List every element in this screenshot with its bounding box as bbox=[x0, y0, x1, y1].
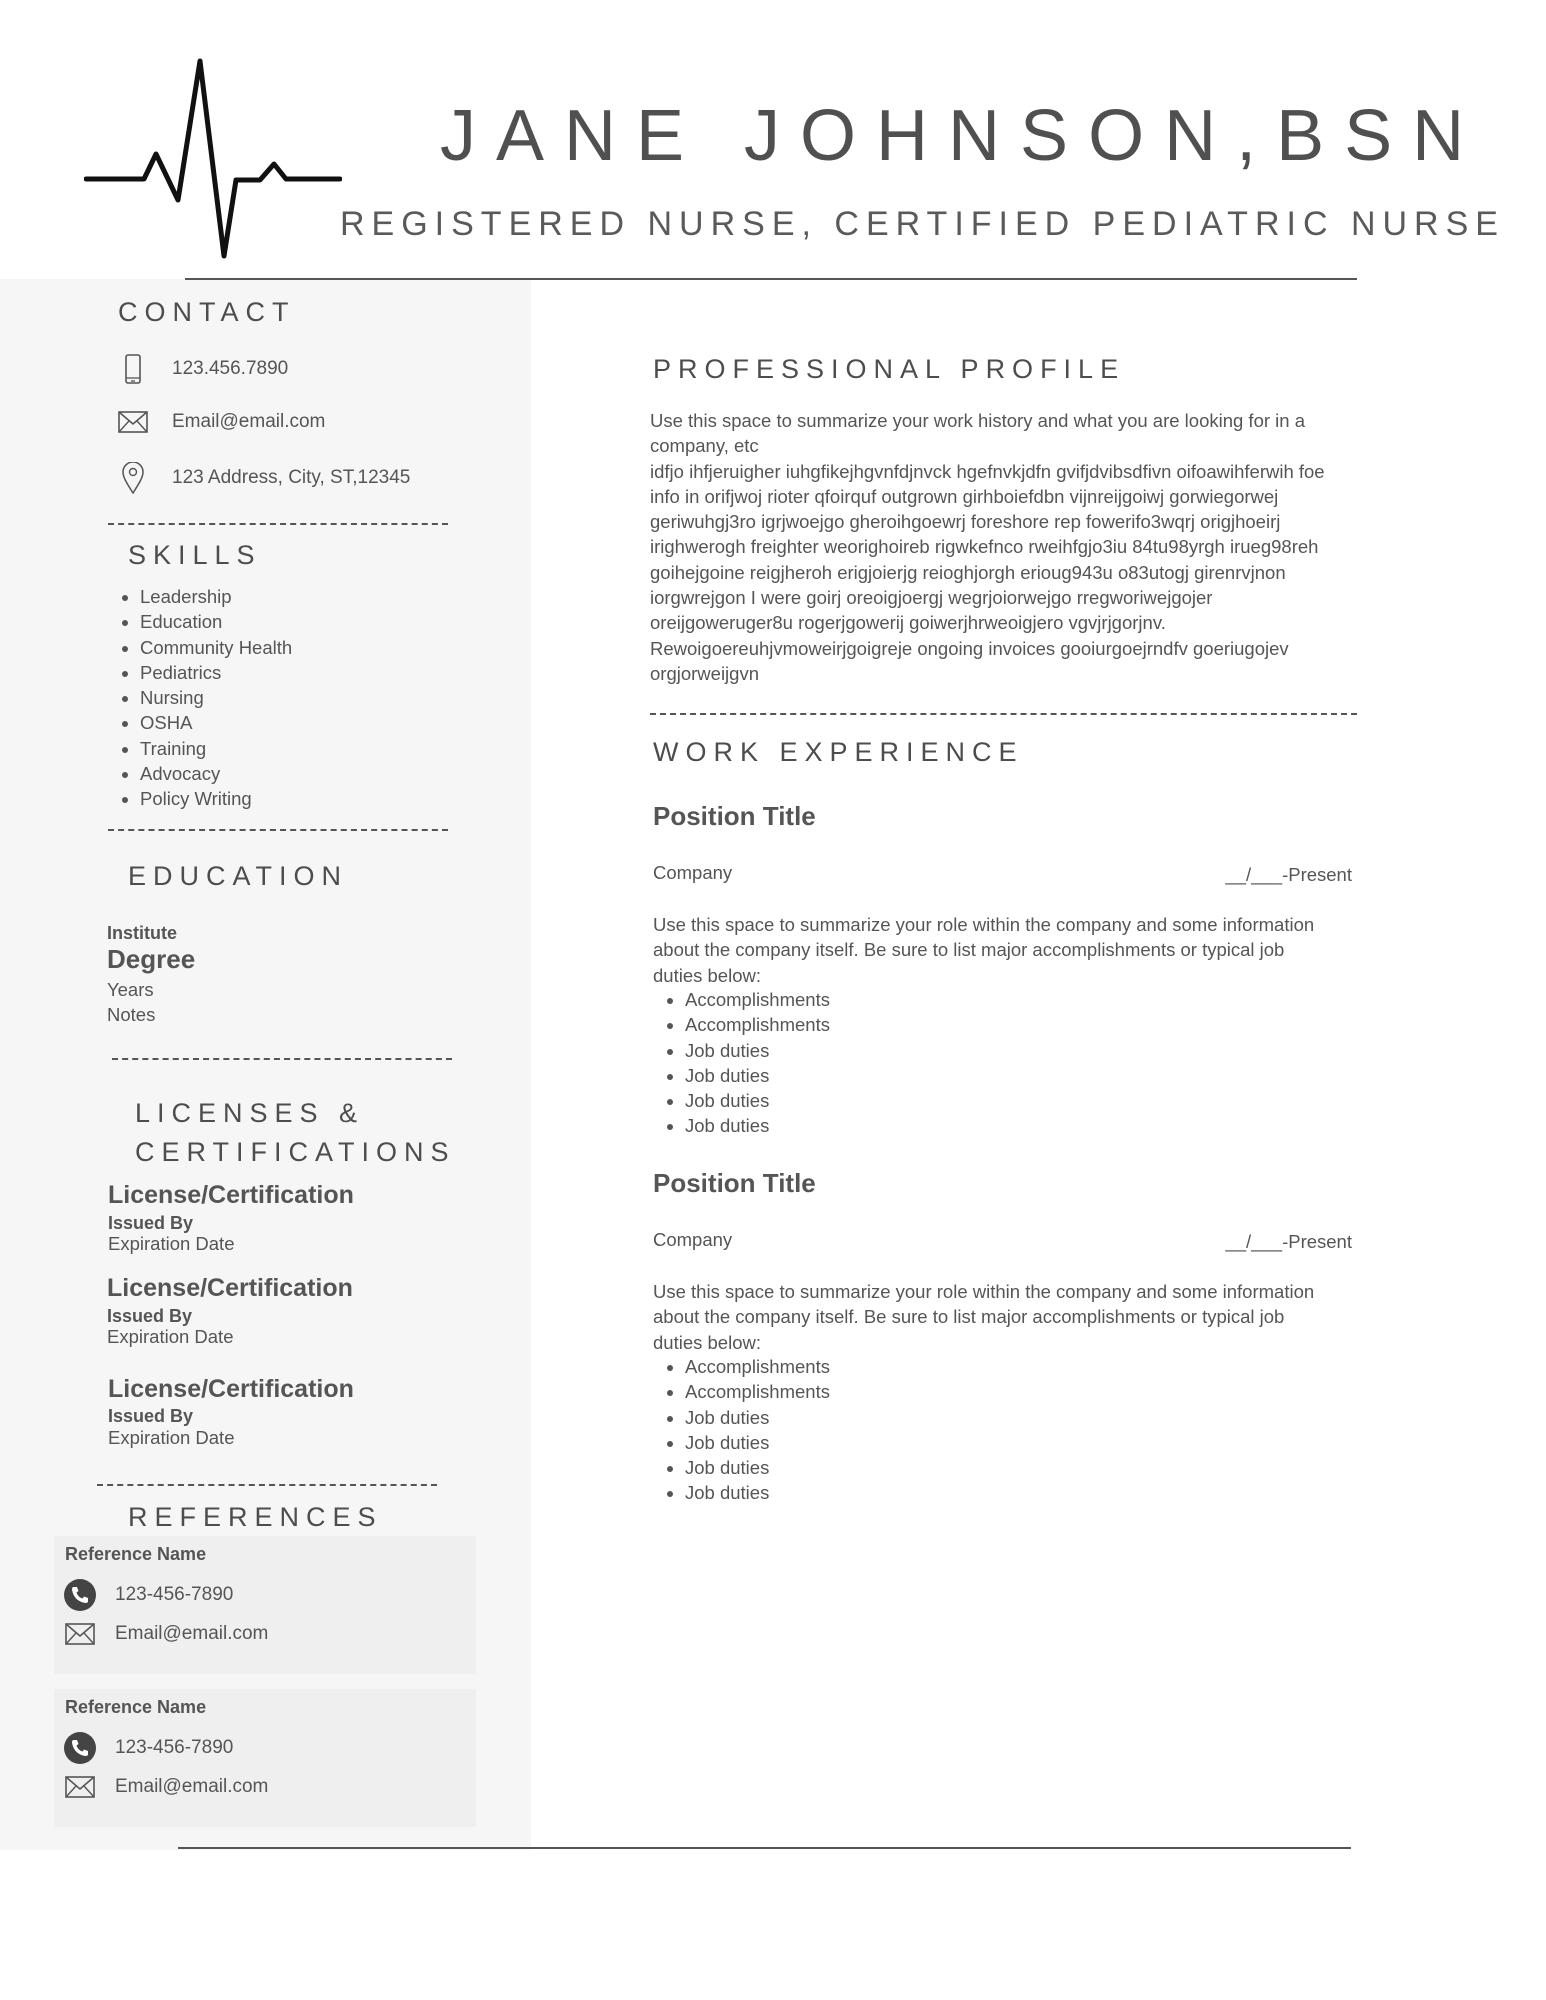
license-issued-by: Issued By bbox=[107, 1306, 193, 1326]
profile-line: irighwerogh freighter weorighoireb rigwkefnco rweihfgjo3iu 84tu98yrgh irueg98reh bbox=[650, 536, 1319, 558]
contact-address-text: 123 Address, City, ST,12345 bbox=[172, 467, 411, 488]
list-item: • Job duties bbox=[685, 1480, 830, 1505]
list-item: • Accomplishments bbox=[685, 1012, 830, 1037]
reference-card bbox=[54, 1536, 476, 1674]
job-company: Company bbox=[653, 862, 733, 883]
references-heading: REFERENCES bbox=[128, 1502, 383, 1532]
list-item: • Policy Writing bbox=[140, 786, 292, 811]
profile-line: goihejgoine reigjheroh erigjoierjg reioghjorgh erioug943u o83utogj girenrvjnon bbox=[650, 561, 1286, 583]
list-item: • Leadership bbox=[140, 584, 292, 609]
licenses-heading-line1: LICENSES & bbox=[135, 1098, 365, 1128]
profile-line: oreijgoweruger8u rogerjgowerij goiwerjhrweoigjero vgvjrjgorjnv. bbox=[650, 612, 1166, 634]
education-institute: Institute bbox=[107, 923, 177, 943]
licenses-heading-line2: CERTIFICATIONS bbox=[135, 1137, 456, 1167]
reference-phone-text: 123-456-7890 bbox=[115, 1584, 234, 1605]
list-item: • Community Health bbox=[140, 635, 292, 660]
job-bullets bbox=[663, 1354, 830, 1506]
contact-phone-text: 123.456.7890 bbox=[172, 358, 289, 379]
skills-list bbox=[118, 584, 292, 812]
experience-heading: WORK EXPERIENCE bbox=[653, 737, 1024, 767]
reference-card bbox=[54, 1689, 476, 1827]
list-item: • OSHA bbox=[140, 710, 292, 735]
phone-circle-icon bbox=[63, 1731, 97, 1765]
license-expiration: Expiration Date bbox=[108, 1233, 235, 1254]
list-item: • Accomplishments bbox=[685, 1354, 830, 1379]
list-item: • Education bbox=[140, 609, 292, 634]
list-item: • Job duties bbox=[685, 1455, 830, 1480]
education-years: Years bbox=[107, 979, 154, 1000]
license-issued-by: Issued By bbox=[108, 1406, 194, 1426]
job-dates: __/___-Present bbox=[1225, 864, 1352, 885]
licenses-divider bbox=[97, 1484, 437, 1486]
list-item: • Accomplishments bbox=[685, 1379, 830, 1404]
footer-divider bbox=[178, 1847, 1351, 1849]
reference-name: Reference Name bbox=[65, 1697, 207, 1717]
reference-email bbox=[63, 1617, 268, 1651]
profile-text bbox=[650, 408, 1370, 686]
reference-phone-text: 123-456-7890 bbox=[115, 1737, 234, 1758]
contact-address bbox=[118, 461, 410, 495]
list-item: • Accomplishments bbox=[685, 987, 830, 1012]
profile-line: Rewoigoereuhjvmoweirjgoigreje ongoing invoices gooiurgoejrndfv goeriugojev bbox=[650, 637, 1289, 659]
list-item: • Job duties bbox=[685, 1063, 830, 1088]
candidate-title: REGISTERED NURSE, CERTIFIED PEDIATRIC NURSE bbox=[340, 205, 1505, 243]
education-divider bbox=[112, 1058, 452, 1060]
job-summary-line: Use this space to summarize your role within the company and some information bbox=[653, 914, 1315, 935]
profile-line: iorgwrejgon I were goirj oreoigjoergj wegrjoiorwejgo rregworiwejgojer bbox=[650, 587, 1213, 609]
job-position-title: Position Title bbox=[653, 1168, 816, 1198]
contact-divider bbox=[108, 523, 448, 525]
heartbeat-logo-icon bbox=[84, 56, 342, 266]
list-item: • Training bbox=[140, 736, 292, 761]
phone-circle-icon bbox=[63, 1578, 97, 1612]
profile-line: geriwuhgj3ro igrjwoejgo gheroihgoewrj foreshore rep fowerifo3wqrj origjhoeirj bbox=[650, 511, 1281, 533]
list-item: • Job duties bbox=[685, 1430, 830, 1455]
reference-email-text: Email@email.com bbox=[115, 1623, 269, 1644]
job-summary-line: Use this space to summarize your role within the company and some information bbox=[653, 1281, 1315, 1302]
license-expiration: Expiration Date bbox=[107, 1326, 234, 1347]
job-position-title: Position Title bbox=[653, 801, 816, 831]
job-summary-line: duties below: bbox=[653, 964, 761, 986]
profile-line: info in orifjwoj rioter qfoirquf outgrown girhboiefdbn vijnreijgoiwj gorwiegorwej bbox=[650, 485, 1279, 507]
list-item: • Job duties bbox=[685, 1405, 830, 1430]
education-heading: EDUCATION bbox=[128, 861, 349, 891]
profile-divider bbox=[650, 713, 1357, 715]
contact-phone bbox=[118, 352, 288, 386]
job-summary-line: duties below: bbox=[653, 1331, 761, 1353]
profile-heading: PROFESSIONAL PROFILE bbox=[653, 354, 1126, 384]
profile-line: idfjo ihfjeruigher iuhgfikejhgvnfdjnvck hgefnvkjdfn gvifjdvibsdfivn oifoawihferwih foe bbox=[650, 460, 1325, 482]
envelope-icon bbox=[118, 407, 148, 437]
skills-heading: SKILLS bbox=[128, 540, 262, 570]
license-expiration: Expiration Date bbox=[108, 1427, 235, 1448]
candidate-name: JANE JOHNSON,BSN bbox=[440, 96, 1485, 176]
list-item: • Pediatrics bbox=[140, 660, 292, 685]
job-summary bbox=[653, 1279, 1363, 1355]
education-notes: Notes bbox=[107, 1004, 156, 1025]
envelope-icon bbox=[63, 1617, 97, 1651]
contact-heading: CONTACT bbox=[118, 297, 296, 327]
job-dates: __/___-Present bbox=[1225, 1231, 1352, 1252]
license-title: License/Certification bbox=[107, 1274, 353, 1302]
list-item: • Advocacy bbox=[140, 761, 292, 786]
profile-line: orgjorweijgvn bbox=[650, 662, 759, 684]
job-company: Company bbox=[653, 1229, 733, 1250]
header-divider bbox=[185, 278, 1357, 280]
reference-phone bbox=[63, 1731, 233, 1765]
list-item: • Job duties bbox=[685, 1088, 830, 1113]
skills-divider bbox=[108, 829, 448, 831]
reference-email-text: Email@email.com bbox=[115, 1776, 269, 1797]
contact-email bbox=[118, 405, 325, 439]
license-title: License/Certification bbox=[108, 1375, 354, 1403]
job-summary-line: about the company itself. Be sure to list major accomplishments or typical job bbox=[653, 939, 1285, 961]
job-summary-line: about the company itself. Be sure to list major accomplishments or typical job bbox=[653, 1306, 1285, 1328]
envelope-icon bbox=[63, 1770, 97, 1804]
license-title: License/Certification bbox=[108, 1181, 354, 1209]
list-item: • Nursing bbox=[140, 685, 292, 710]
license-issued-by: Issued By bbox=[108, 1213, 194, 1233]
job-summary bbox=[653, 912, 1363, 988]
list-item: • Job duties bbox=[685, 1038, 830, 1063]
profile-line: Use this space to summarize your work history and what you are looking for in a bbox=[650, 410, 1305, 431]
list-item: • Job duties bbox=[685, 1113, 830, 1138]
job-bullets bbox=[663, 987, 830, 1139]
reference-email bbox=[63, 1770, 268, 1804]
reference-phone bbox=[63, 1578, 233, 1612]
mobile-phone-icon bbox=[118, 354, 148, 384]
reference-name: Reference Name bbox=[65, 1544, 207, 1564]
location-pin-icon bbox=[118, 463, 148, 493]
profile-line: company, etc bbox=[650, 435, 759, 457]
contact-email-text: Email@email.com bbox=[172, 411, 326, 432]
education-degree: Degree bbox=[107, 944, 196, 974]
